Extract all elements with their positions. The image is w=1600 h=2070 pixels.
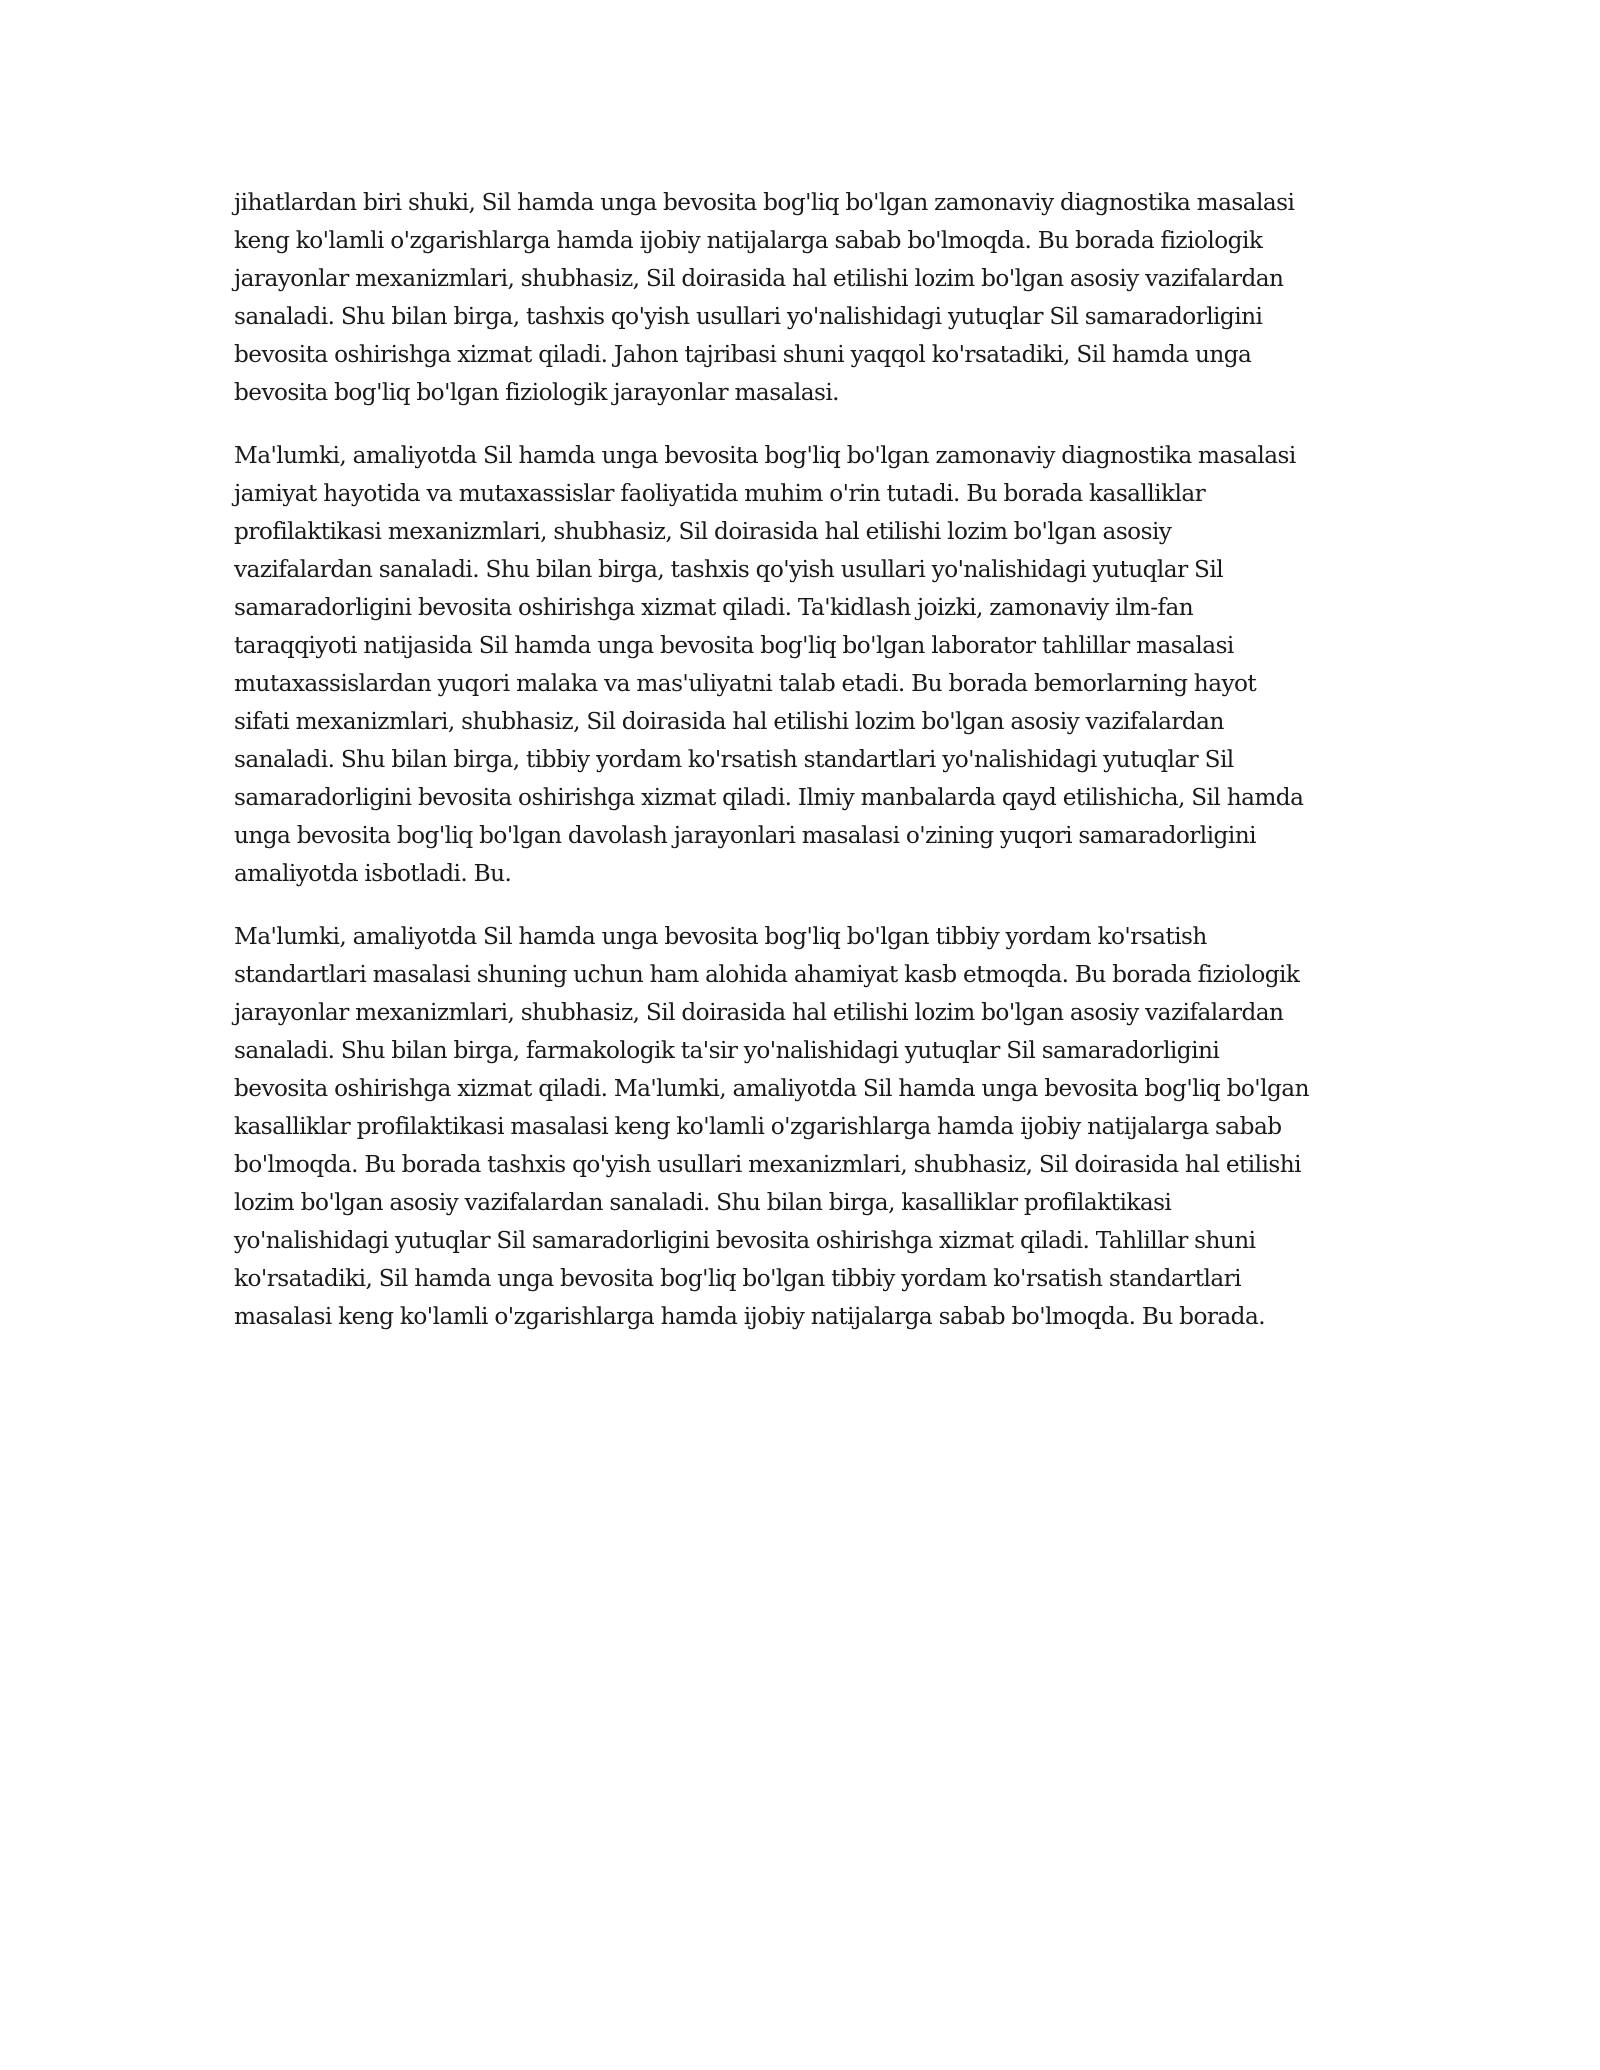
paragraph-1: jihatlardan biri shuki, Sil hamda unga bevosita bog'liq bo'lgan zamonaviy diagnostika masalasi keng ko'lamli o'zgarishlarga hamda ijobiy natijalarga sabab bo'lmoqda. Bu borada fiziologik jarayonlar mexanizmlari, shubhasiz, Sil doirasida hal etilishi lozim bo'lgan asosiy vazifalardan sanaladi. Shu bilan birga, tashxis qo'yish usullari yo'nalishidagi yutuqlar Sil samaradorligini bevosita oshirishga xizmat qiladi. Jahon tajribasi shuni yaqqol ko'rsatadiki, Sil hamda unga bevosita bog'liq bo'lgan fiziologik jarayonlar masalasi. <box>234 189 1295 406</box>
paragraph-3: Ma'lumki, amaliyotda Sil hamda unga bevosita bog'liq bo'lgan tibbiy yordam ko'rsatish standartlari masalasi shuning uchun ham alohida ahamiyat kasb etmoqda. Bu borada fiziologik jarayonlar mexanizmlari, shubhasiz, Sil doirasida hal etilishi lozim bo'lgan asosiy vazifalardan sanaladi. Shu bilan birga, farmakologik ta'sir yo'nalishidagi yutuqlar Sil samaradorligini bevosita oshirishga xizmat qiladi. Ma'lumki, amaliyotda Sil hamda unga bevosita bog'liq bo'lgan kasalliklar profilaktikasi masalasi keng ko'lamli o'zgarishlarga hamda ijobiy natijalarga sabab bo'lmoqda. Bu borada tashxis qo'yish usullari mexanizmlari, shubhasiz, Sil doirasida hal etilishi lozim bo'lgan asosiy vazifalardan sanaladi. Shu bilan birga, kasalliklar profilaktikasi yo'nalishidagi yutuqlar Sil samaradorligini bevosita oshirishga xizmat qiladi. Tahlillar shuni ko'rsatadiki, Sil hamda unga bevosita bog'liq bo'lgan tibbiy yordam ko'rsatish standartlari masalasi keng ko'lamli o'zgarishlarga hamda ijobiy natijalarga sabab bo'lmoqda. Bu borada. <box>234 923 1309 1330</box>
paragraph-2: Ma'lumki, amaliyotda Sil hamda unga bevosita bog'liq bo'lgan zamonaviy diagnostika masalasi jamiyat hayotida va mutaxassislar faoliyatida muhim o'rin tutadi. Bu borada kasalliklar profilaktikasi mexanizmlari, shubhasiz, Sil doirasida hal etilishi lozim bo'lgan asosiy vazifalardan sanaladi. Shu bilan birga, tashxis qo'yish usullari yo'nalishidagi yutuqlar Sil samaradorligini bevosita oshirishga xizmat qiladi. Ta'kidlash joizki, zamonaviy ilm-fan taraqqiyoti natijasida Sil hamda unga bevosita bog'liq bo'lgan laborator tahlillar masalasi mutaxassislardan yuqori malaka va mas'uliyatni talab etadi. Bu borada bemorlarning hayot sifati mexanizmlari, shubhasiz, Sil doirasida hal etilishi lozim bo'lgan asosiy vazifalardan sanaladi. Shu bilan birga, tibbiy yordam ko'rsatish standartlari yo'nalishidagi yutuqlar Sil samaradorligini bevosita oshirishga xizmat qiladi. Ilmiy manbalarda qayd etilishicha, Sil hamda unga bevosita bog'liq bo'lgan davolash jarayonlari masalasi o'zining yuqori samaradorligini amaliyotda isbotladi. Bu. <box>234 442 1304 887</box>
body-text <box>234 184 1374 1361</box>
